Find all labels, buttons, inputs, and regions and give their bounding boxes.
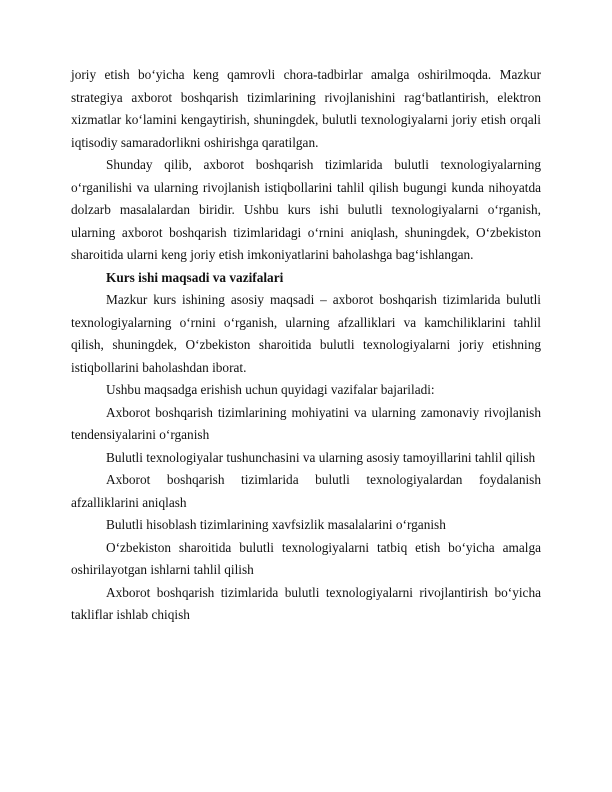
task-item-5: O‘zbekiston sharoitida bulutli texnologiyalarni tatbiq etish bo‘yicha amalga oshirilayotgan ishlarni tahlil qilish: [71, 539, 541, 577]
task-item-3: Axborot boshqarish tizimlarida bulutli texnologiyalardan foydalanish afzalliklarini aniqlash: [71, 472, 541, 510]
paragraph-tasks-intro: Ushbu maqsadga erishish uchun quyidagi vazifalar bajariladi:: [106, 382, 435, 397]
paragraph-relevance: Shunday qilib, axborot boshqarish tizimlarida bulutli texnologiyalarning o‘rganilishi va ularning rivojlanish istiqbollarini tahlil qilish bugungi kunda nihoyatda dolzarb masalalardan biridir. Ushbu kurs ishi bulutli texnologiyalarni o‘rganish, ularning axborot boshqarish tizimlaridagi o‘rnini aniqlash, shuningdek, O‘zbekiston sharoitida ularni keng joriy etish imkoniyatlarini baholashga bag‘ishlangan.: [71, 157, 541, 262]
paragraph-intro-continuation: joriy etish bo‘yicha keng qamrovli chora-tadbirlar amalga oshirilmoqda. Mazkur strategiya axborot boshqarish tizimlarining rivojlanishini rag‘batlantirish, elektron xizmatlar ko‘lamini kengaytirish, shuningdek, bulutli texnologiyalarni joriy etish orqali iqtisodiy samaradorlikni oshirishga qaratilgan.: [71, 67, 541, 150]
document-page: [71, 64, 541, 627]
task-item-1: Axborot boshqarish tizimlarining mohiyatini va ularning zamonaviy rivojlanish tendensiyalarini o‘rganish: [71, 404, 541, 442]
task-item-4: Bulutli hisoblash tizimlarining xavfsizlik masalalarini o‘rganish: [106, 517, 446, 532]
section-heading: Kurs ishi maqsadi va vazifalari: [106, 269, 284, 285]
task-item-2: Bulutli texnologiyalar tushunchasini va ularning asosiy tamoyillarini tahlil qilish: [106, 449, 536, 465]
paragraph-main-goal: Mazkur kurs ishining asosiy maqsadi – axborot boshqarish tizimlarida bulutli texnologiyalarning o‘rnini o‘rganish, ularning afzalliklari va kamchiliklarini tahlil qilish, shuningdek, O‘zbekiston sharoitida bulutli texnologiyalarni joriy etishning istiqbollarini baholashdan iborat.: [71, 292, 541, 375]
task-item-6: Axborot boshqarish tizimlarida bulutli texnologiyalarni rivojlantirish bo‘yicha takliflar ishlab chiqish: [71, 584, 541, 622]
